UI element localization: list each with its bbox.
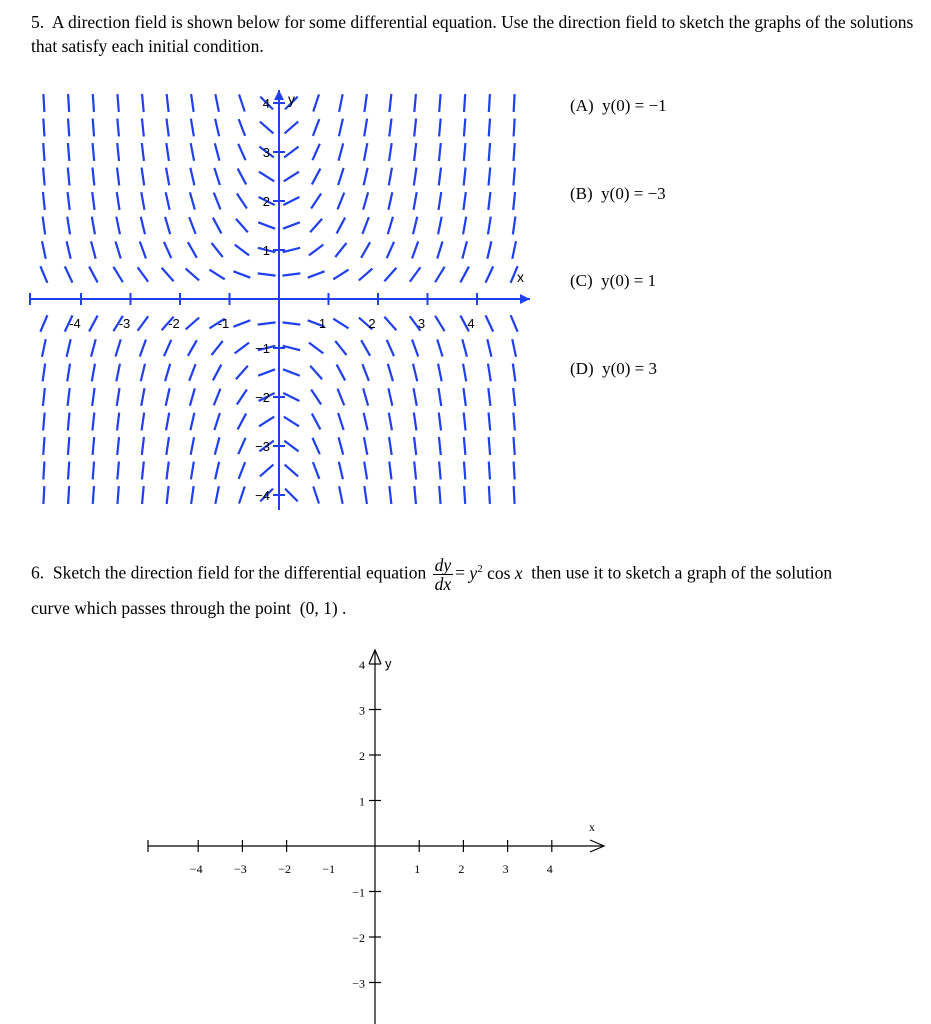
field-x-tick-label: -1 [217,316,230,331]
field-y-tick-label: 2 [262,194,270,209]
field-y-tick-label: 4 [262,96,270,111]
field-x-tick-label: 1 [318,316,327,331]
rhs-y: y [469,562,478,583]
fraction-numerator: dy [434,555,452,575]
option-c-condition: y(0) = 1 [601,271,657,290]
axes-x-tick-label: −1 [322,862,336,876]
field-y-tick-label: −1 [255,341,270,356]
axes-y-tick-label: −2 [352,931,365,945]
option-c-label: (C) [570,271,593,290]
axes-y-axis-label: y [385,656,392,671]
field-x-tick-label: -3 [118,316,131,331]
axes-x-tick-label: −4 [189,862,203,876]
axes-x-tick-label: 1 [414,862,421,876]
field-y-tick-label: −3 [255,439,270,454]
option-d-label: (D) [570,359,594,378]
rhs-cos: cos [487,562,511,583]
option-d-condition: y(0) = 3 [602,359,658,378]
fraction-denominator: dx [434,574,452,594]
field-y-tick-label: 3 [262,145,270,160]
axes-y-tick-label: 2 [359,749,365,763]
question-6-number: 6. [31,562,45,583]
axes-y-tick-label: −3 [352,976,365,991]
axes-y-tick-label: 1 [359,794,365,809]
field-y-tick-label: −4 [255,488,270,503]
field-x-tick-label: -4 [69,316,81,331]
field-x-tick-label: -2 [168,316,180,331]
axes-x-tick-label: −2 [278,862,291,876]
option-a-label: (A) [570,96,594,115]
initial-point: (0, 1) . [299,598,347,618]
field-y-tick-label: −2 [255,390,270,405]
field-y-axis-label: y [288,91,295,107]
axes-x-tick-label: −3 [234,862,247,876]
option-b-label: (B) [570,184,593,203]
question-6-prompt-line2: curve which passes through the point [31,598,292,618]
field-x-tick-label: 3 [417,316,426,331]
field-x-axis-label: x [517,269,524,285]
axes-y-tick-label: −1 [352,885,365,900]
option-b-condition: y(0) = −3 [601,184,666,203]
axes-x-tick-label: 3 [502,862,509,876]
equals-sign: = [455,562,466,583]
question-5-prompt: A direction field is shown below for some differential equation. Use the direction field to sketch the graphs of the solutions that satisfy each initial condition. [31,12,914,56]
field-x-tick-label: 2 [368,316,376,331]
axes-x-tick-label: 4 [546,862,553,876]
axes-y-tick-label: 4 [359,658,365,672]
question-5-number: 5. [31,12,45,32]
option-a-condition: y(0) = −1 [602,96,667,115]
question-6-prompt-start: Sketch the direction field for the differential equation [52,562,427,583]
field-y-tick-label: 1 [262,243,270,258]
axes-x-tick-label: 2 [458,862,465,876]
rhs-x: x [514,562,523,583]
axes-y-tick-label: 3 [359,703,365,718]
axes-x-axis-label: x [589,820,595,834]
rhs-exponent: 2 [477,562,483,575]
field-x-tick-label: 4 [467,316,475,331]
question-6-prompt-end: then use it to sketch a graph of the solution [531,562,833,583]
